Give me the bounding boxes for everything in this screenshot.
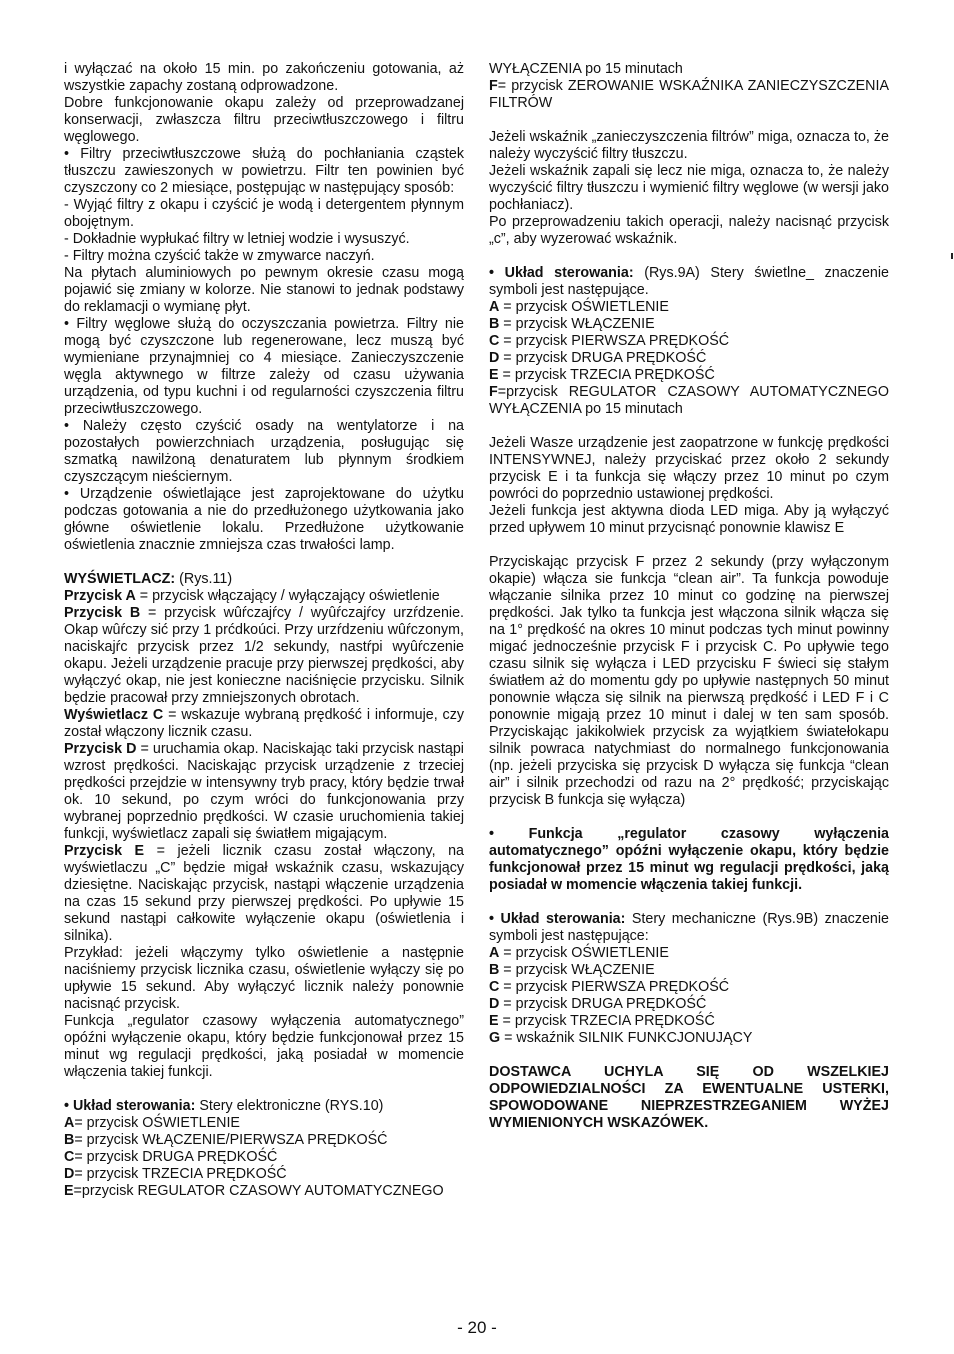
paragraph: C = przycisk PIERWSZA PRĘDKOŚĆ xyxy=(489,333,730,349)
right-column xyxy=(489,61,889,1132)
paragraph: A = przycisk OŚWIETLENIE xyxy=(489,299,669,315)
paragraph: Jeżeli Wasze urządzenie jest zaopatrzone w funkcję prędkości INTENSYWNEJ, należy przyciskać przez około 2 sekundy przycisk E i ta funkcja się włączy przez 10 minut po czym powróci do poprzednio ustawionej prędkości. xyxy=(489,435,889,502)
paragraph: F= przycisk ZEROWANIE WSKAŹNIKA ZANIECZYSZCZENIA FILTRÓW xyxy=(489,78,889,111)
paragraph: B = przycisk WŁĄCZENIE xyxy=(489,962,655,978)
paragraph-gap xyxy=(489,537,889,554)
paragraph: WYŚWIETLACZ: (Rys.11) xyxy=(64,571,233,587)
paragraph: E = przycisk TRZECIA PRĘDKOŚĆ xyxy=(489,367,715,383)
paragraph: • Filtry przeciwtłuszczowe służą do pochłaniania cząstek tłuszczu zawieszonych w powietrzu. Filtr ten powinien być czyszczony co 2 miesiące, postępując w następujący sposób: xyxy=(64,146,464,196)
paragraph: D = przycisk DRUGA PRĘDKOŚĆ xyxy=(489,996,707,1012)
paragraph: B = przycisk WŁĄCZENIE xyxy=(489,316,655,332)
paragraph-gap xyxy=(489,112,889,129)
paragraph: Przycisk A = przycisk włączający / wyłączający oświetlenie xyxy=(64,588,440,604)
paragraph: B= przycisk WŁĄCZENIE/PIERWSZA PRĘDKOŚĆ xyxy=(64,1132,388,1148)
left-column xyxy=(64,61,464,1200)
paragraph: C = przycisk PIERWSZA PRĘDKOŚĆ xyxy=(489,979,730,995)
paragraph: • Układ sterowania: Stery elektroniczne (RYS.10) xyxy=(64,1098,384,1114)
paragraph: Na płytach aluminiowych po pewnym okresie czasu mogą pojawić się zmiany w kolorze. Nie stanowi to jednak podstawy do reklamacji o wymianę płyt. xyxy=(64,265,464,315)
paragraph: Jeżeli wskaźnik zapali się lecz nie miga, oznacza to, że należy wyczyścić filtry tłuszczu i wymienić filtry węglowe (w wersji jako pochłaniacz). xyxy=(489,163,889,213)
paragraph: Jeżeli wskaźnik „zanieczyszczenia filtrów” miga, oznacza to, że należy wyczyścić filtry tłuszczu. xyxy=(489,129,889,162)
paragraph-gap xyxy=(489,418,889,435)
paragraph: Po przeprowadzeniu takich operacji, należy nacisnąć przycisk „c”, aby wyzerować wskaźnik. xyxy=(489,214,889,247)
paragraph: DOSTAWCA UCHYLA SIĘ OD WSZELKIEJ ODPOWIEDZIALNOŚCI ZA EWENTUALNE USTERKI, SPOWODOWANE NIEPRZESTRZEGANIEM WYŻEJ WYMIENIONYCH WSKAZÓWEK. xyxy=(489,1064,889,1131)
paragraph-gap xyxy=(489,1047,889,1064)
paragraph: D= przycisk TRZECIA PRĘDKOŚĆ xyxy=(64,1166,287,1182)
paragraph-gap xyxy=(489,809,889,826)
paragraph: Dobre funkcjonowanie okapu zależy od przeprowadzanej konserwacji, zwłaszcza filtru przeciwtłuszczowego i filtru węglowego. xyxy=(64,95,464,145)
paragraph: D = przycisk DRUGA PRĘDKOŚĆ xyxy=(489,350,707,366)
paragraph: - Dokładnie wypłukać filtry w letniej wodzie i wysuszyć. xyxy=(64,231,410,247)
paragraph: Przycisk B = przycisk wûŕczajŕcy / wyûŕczajŕcy urzŕdzenie. Okap wûŕczy sić przy 1 prćdkoúci. Przy urzŕdzeniu wûŕczonym, naciskajŕc przycisk przez 1/2 sekundy, nastŕpi wyûŕczenie okapu. Jeżeli urządzenie pracuje przy pierwszej prędkości, aby wyłączyć okap, nie jest konieczne naciśnięcie przycisku. Silnik będzie pracował przy zmniejszonych obrotach. xyxy=(64,605,464,706)
paragraph: • Układ sterowania: Stery mechaniczne (Rys.9B) znaczenie symboli jest następujące: xyxy=(489,911,889,944)
page-number: - 20 - xyxy=(457,1318,497,1337)
paragraph: - Filtry można czyścić także w zmywarce naczyń. xyxy=(64,248,375,264)
paragraph: • Funkcja „regulator czasowy wyłączenia automatycznego” opóźni wyłączenie okapu, który będzie funkcjonował przez 15 minut wg regulacji prędkości, jaką posiadał w momencie włączenia takiej funkcji. xyxy=(489,826,889,893)
paragraph: - Wyjąć filtry z okapu i czyścić je wodą i detergentem płynnym obojętnym. xyxy=(64,197,464,230)
paragraph: C= przycisk DRUGA PRĘDKOŚĆ xyxy=(64,1149,278,1165)
paragraph: E=przycisk REGULATOR CZASOWY AUTOMATYCZNEGO xyxy=(64,1183,444,1199)
paragraph: G = wskaźnik SILNIK FUNKCJONUJĄCY xyxy=(489,1030,753,1046)
paragraph: Przyciskając przycisk F przez 2 sekundy (przy wyłączonym okapie) włącza sie funkcja “clean air”. Ta funkcja powoduje włączanie silnika przez 10 minut co godzinę na pierwszej prędkości. Jak tylko ta funkcja jest włączona silnik włącza się na 1° prędkość na okres 10 minut podczas tych minut powinny migać jednocześnie przycisk F i przycisk C. Po upływie tego czasu silnik się wyłącza i LED przycisku F świeci się stałym światłem aż do momentu gdy po upływie następnych 50 minut ponownie włącza się silnik na pierwszą prędkość i LED F i C ponownie migają przez 10 minut i dalej w ten sam sposób. Przyciskając jakikolwiek przycisk za wyjątkiem światełokapu silnik powraca natychmiast do normalnego funkcjonowania (np. jeżeli przyciska się przycisk D wyłącza się funkcja “clean air” i silnik przechodzi od razu na 2° prędkość; przyciskając przycisk B funkcja się wyłącza) xyxy=(489,554,889,808)
paragraph: A= przycisk OŚWIETLENIE xyxy=(64,1115,240,1131)
paragraph-gap xyxy=(489,894,889,911)
paragraph: Przykład: jeżeli włączymy tylko oświetlenie a następnie naciśniemy przycisk licznika czasu, oświetlenie wyłączy się po upływie 15 sekund. Aby wyłączyć licznik należy ponownie nacisnąć przycisk. xyxy=(64,945,464,1012)
paragraph: i wyłączać na około 15 min. po zakończeniu gotowania, aż wszystkie zapachy zostaną odprowadzone. xyxy=(64,61,464,94)
paragraph: E = przycisk TRZECIA PRĘDKOŚĆ xyxy=(489,1013,715,1029)
paragraph: Przycisk E = jeżeli licznik czasu został włączony, na wyświetlaczu „C” będzie migał wskaźnik czasu, wskazujący dziesiętne. Naciskając przycisk, nastąpi włączenie urządzenia na czas 15 sekund przy pierwszej prędkości. Po upływie 15 sekund nastąpi całkowite wyłączenie okapu (oświetlenia i silnika). xyxy=(64,843,465,944)
paragraph: Funkcja „regulator czasowy wyłączenia automatycznego” opóźni wyłączenie okapu, który będzie funkcjonował przez 15 minut wg regulacji prędkości, jaką posiadał w momencie włączenia takiej funkcji. xyxy=(64,1013,464,1080)
paragraph: • Filtry węglowe służą do oczyszczania powietrza. Filtry nie mogą być czyszczone lub regenerowane, lecz muszą być wymieniane przynajmniej co 4 miesiące. Zanieczyszczenie węgla aktywnego w filtrze zależy od czasu używania urządzenia, od typu kuchni i od regularności czyszczenia filtru przeciwtłuszczowego. xyxy=(64,316,464,417)
paragraph: Jeżeli funkcja jest aktywna dioda LED miga. Aby ją wyłączyć przed upływem 10 minut przycisnąć ponownie klawisz E xyxy=(489,503,889,536)
paragraph: • Należy często czyścić osady na wentylatorze i na pozostałych powierzchniach urządzenia, posługując się szmatką nawilżoną denaturatem lub płynnym środkiem czyszczącym nieściernym. xyxy=(64,418,464,485)
paragraph: WYŁĄCZENIA po 15 minutach xyxy=(489,61,683,77)
margin-mark xyxy=(951,253,953,259)
paragraph: Wyświetlacz C = wskazuje wybraną prędkość i informuje, czy został włączony licznik czasu. xyxy=(64,707,464,740)
paragraph: Przycisk D = uruchamia okap. Naciskając taki przycisk nastąpi wzrost prędkości. Naciskając przycisk urządzenie z trzeciej prędkości przejdzie w intensywny tryb pracy, który będzie trwał ok. 10 sekund, po czym wróci do funkcjonowania przy wybranej poprzednio prędkości. W czasie uruchomienia takiej funkcji, wyświetlacz zapali się światłem migającym. xyxy=(64,741,464,842)
paragraph: • Układ sterowania: (Rys.9A) Stery świetlne_ znaczenie symboli jest następujące. xyxy=(489,265,889,298)
paragraph-gap xyxy=(64,554,464,571)
paragraph-gap xyxy=(489,248,889,265)
paragraph: • Urządzenie oświetlające jest zaprojektowane do użytku podczas gotowania a nie do przedłużonego użytkowania jako główne oświetlenie lokalu. Przedłużone użytkowanie oświetlenia znacznie zmniejsza czas trwałości lamp. xyxy=(64,486,464,553)
paragraph-gap xyxy=(64,1081,464,1098)
paragraph: A = przycisk OŚWIETLENIE xyxy=(489,945,669,961)
paragraph: F=przycisk REGULATOR CZASOWY AUTOMATYCZNEGO WYŁĄCZENIA po 15 minutach xyxy=(489,384,889,417)
